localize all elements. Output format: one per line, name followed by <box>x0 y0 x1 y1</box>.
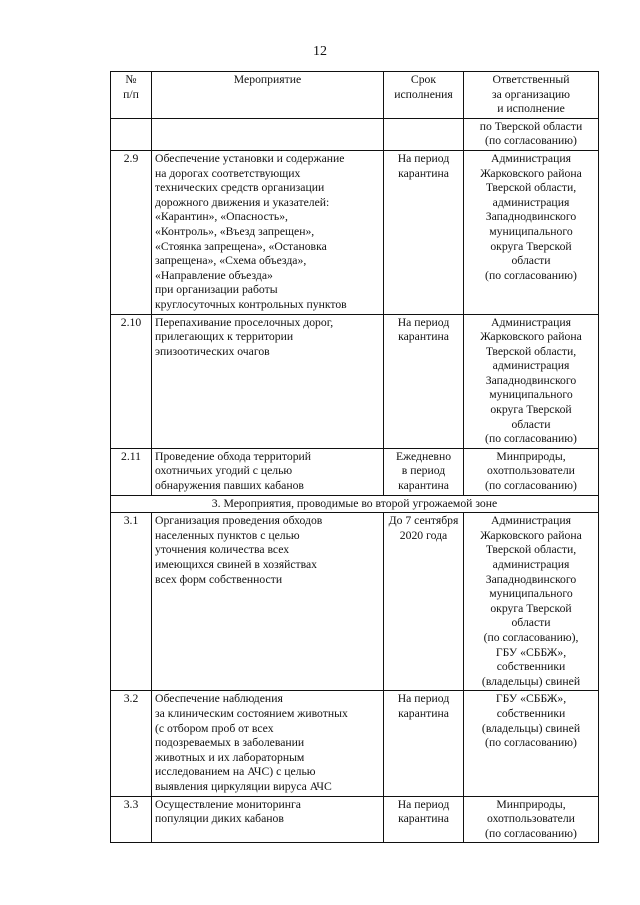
carry-over-num <box>111 118 152 150</box>
table-row <box>111 448 599 495</box>
section-title: 3. Мероприятия, проводимые во второй угрожаемой зоне <box>111 495 599 513</box>
row-num: 2.11 <box>111 448 152 495</box>
page-number: 12 <box>313 44 327 59</box>
row-activity: Проведение обхода территорий охотничьих угодий с целью обнаружения павших кабанов <box>152 448 384 495</box>
row-num: 3.2 <box>111 691 152 796</box>
table-row <box>111 150 599 314</box>
row-activity: Осуществление мониторинга популяции диких кабанов <box>152 796 384 843</box>
header-term: Срок исполнения <box>384 72 464 119</box>
row-num: 3.1 <box>111 513 152 691</box>
carry-over-row <box>111 118 599 150</box>
row-term: Ежедневно в период карантина <box>384 448 464 495</box>
row-responsible: Администрация Жарковского района Тверской области, администрация Западнодвинского муниципального округа Тверской области (по согласованию) <box>464 150 599 314</box>
row-responsible: ГБУ «СББЖ», собственники (владельцы) свиней (по согласованию) <box>464 691 599 796</box>
table-row <box>111 314 599 448</box>
row-term: На период карантина <box>384 691 464 796</box>
row-num: 2.10 <box>111 314 152 448</box>
table-row <box>111 796 599 843</box>
row-num: 3.3 <box>111 796 152 843</box>
carry-over-term <box>384 118 464 150</box>
row-responsible: Администрация Жарковского района Тверской области, администрация Западнодвинского муниципального округа Тверской области (по согласованию), ГБУ «СББЖ», собственники (владельцы) свиней <box>464 513 599 691</box>
measures-table <box>110 71 599 843</box>
row-activity: Обеспечение установки и содержание на дорогах соответствующих технических средств организации дорожного движения и указателей: «Карантин», «Опасность», «Контроль», «Въезд запрещен», «Стоянка запрещена», «Остановка запрещена», «Схема объезда», «Направление объезда» при организации работы круглосуточных контрольных пунктов <box>152 150 384 314</box>
header-num: № п/п <box>111 72 152 119</box>
row-responsible: Минприроды, охотпользователи (по согласованию) <box>464 448 599 495</box>
row-activity: Организация проведения обходов населенных пунктов с целью уточнения количества всех имеющихся свиней в хозяйствах всех форм собственности <box>152 513 384 691</box>
row-num: 2.9 <box>111 150 152 314</box>
row-activity: Обеспечение наблюдения за клиническим состоянием животных (с отбором проб от всех подозреваемых в заболевании животных и их лабораторным исследованием на АЧС) с целью выявления циркуляции вируса АЧС <box>152 691 384 796</box>
table-row <box>111 513 599 691</box>
section-row <box>111 495 599 513</box>
row-responsible: Минприроды, охотпользователи (по согласованию) <box>464 796 599 843</box>
table-header-row <box>111 72 599 119</box>
row-activity: Перепахивание проселочных дорог, прилегающих к территории эпизоотических очагов <box>152 314 384 448</box>
row-term: На период карантина <box>384 314 464 448</box>
row-term: На период карантина <box>384 150 464 314</box>
carry-over-responsible: по Тверской области (по согласованию) <box>464 118 599 150</box>
row-term: До 7 сентября 2020 года <box>384 513 464 691</box>
row-term: На период карантина <box>384 796 464 843</box>
table-row <box>111 691 599 796</box>
header-responsible: Ответственный за организацию и исполнение <box>464 72 599 119</box>
row-responsible: Администрация Жарковского района Тверской области, администрация Западнодвинского муниципального округа Тверской области (по согласованию) <box>464 314 599 448</box>
header-activity: Мероприятие <box>152 72 384 119</box>
carry-over-activity <box>152 118 384 150</box>
